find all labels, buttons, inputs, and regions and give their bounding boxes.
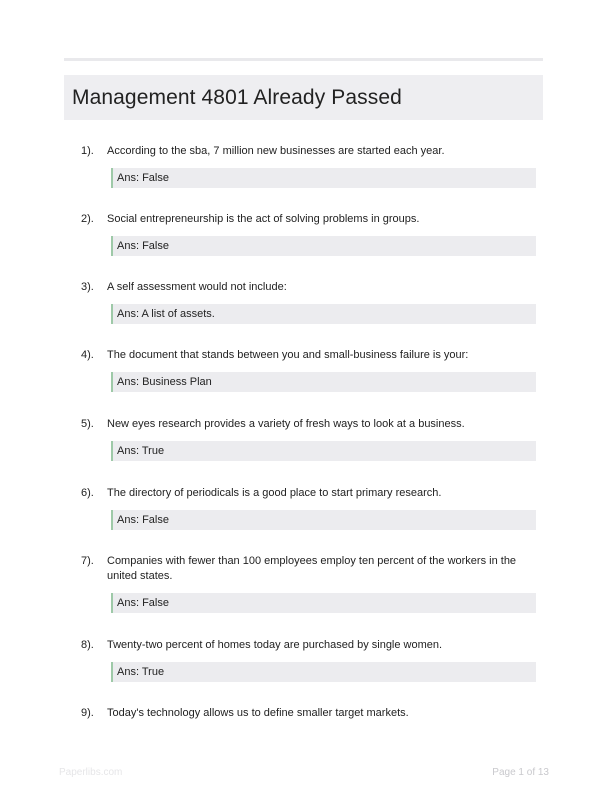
- question-number: 3).: [81, 281, 94, 293]
- question-text: According to the sba, 7 million new businesses are started each year.: [107, 145, 445, 157]
- question-block-9: [81, 706, 541, 721]
- answer-box: Ans: Business Plan: [111, 372, 536, 392]
- question-text: Twenty-two percent of homes today are purchased by single women.: [107, 639, 443, 651]
- question-number: 6).: [81, 487, 94, 499]
- answer-box: Ans: True: [111, 662, 536, 682]
- question-number: 2).: [81, 213, 94, 225]
- question-number: 5).: [81, 418, 94, 430]
- question-text: New eyes research provides a variety of fresh ways to look at a business.: [107, 418, 465, 430]
- question-text: The document that stands between you and small-business failure is your:: [107, 349, 469, 361]
- answer-box: Ans: False: [111, 168, 536, 188]
- page-indicator: Page 1 of 13: [492, 767, 549, 778]
- question-block-8: [81, 638, 541, 682]
- answer-box: Ans: False: [111, 510, 536, 530]
- question-number: 7).: [81, 555, 94, 567]
- question-block-3: [81, 280, 541, 324]
- question-block-7: [81, 554, 541, 613]
- question-block-1: [81, 144, 541, 188]
- document-title: Management 4801 Already Passed: [72, 85, 402, 109]
- title-banner: [64, 75, 543, 120]
- answer-box: Ans: False: [111, 236, 536, 256]
- question-text: A self assessment would not include:: [107, 281, 287, 293]
- answer-box: Ans: False: [111, 593, 536, 613]
- question-number: 8).: [81, 639, 94, 651]
- answer-box: Ans: A list of assets.: [111, 304, 536, 324]
- question-text: The directory of periodicals is a good place to start primary research.: [107, 487, 442, 499]
- question-text: Today's technology allows us to define smaller target markets.: [107, 707, 409, 719]
- question-number: 1).: [81, 145, 94, 157]
- question-text: Companies with fewer than 100 employees employ ten percent of the workers in the united states.: [107, 555, 517, 582]
- question-block-5: [81, 417, 541, 461]
- question-block-6: [81, 486, 541, 530]
- question-block-4: [81, 348, 541, 392]
- question-number: 9).: [81, 707, 94, 719]
- question-text: Social entrepreneurship is the act of solving problems in groups.: [107, 213, 420, 225]
- footer-watermark: Paperlibs.com: [59, 767, 123, 778]
- question-block-2: [81, 212, 541, 256]
- top-divider: [64, 58, 543, 61]
- answer-box: Ans: True: [111, 441, 536, 461]
- question-number: 4).: [81, 349, 94, 361]
